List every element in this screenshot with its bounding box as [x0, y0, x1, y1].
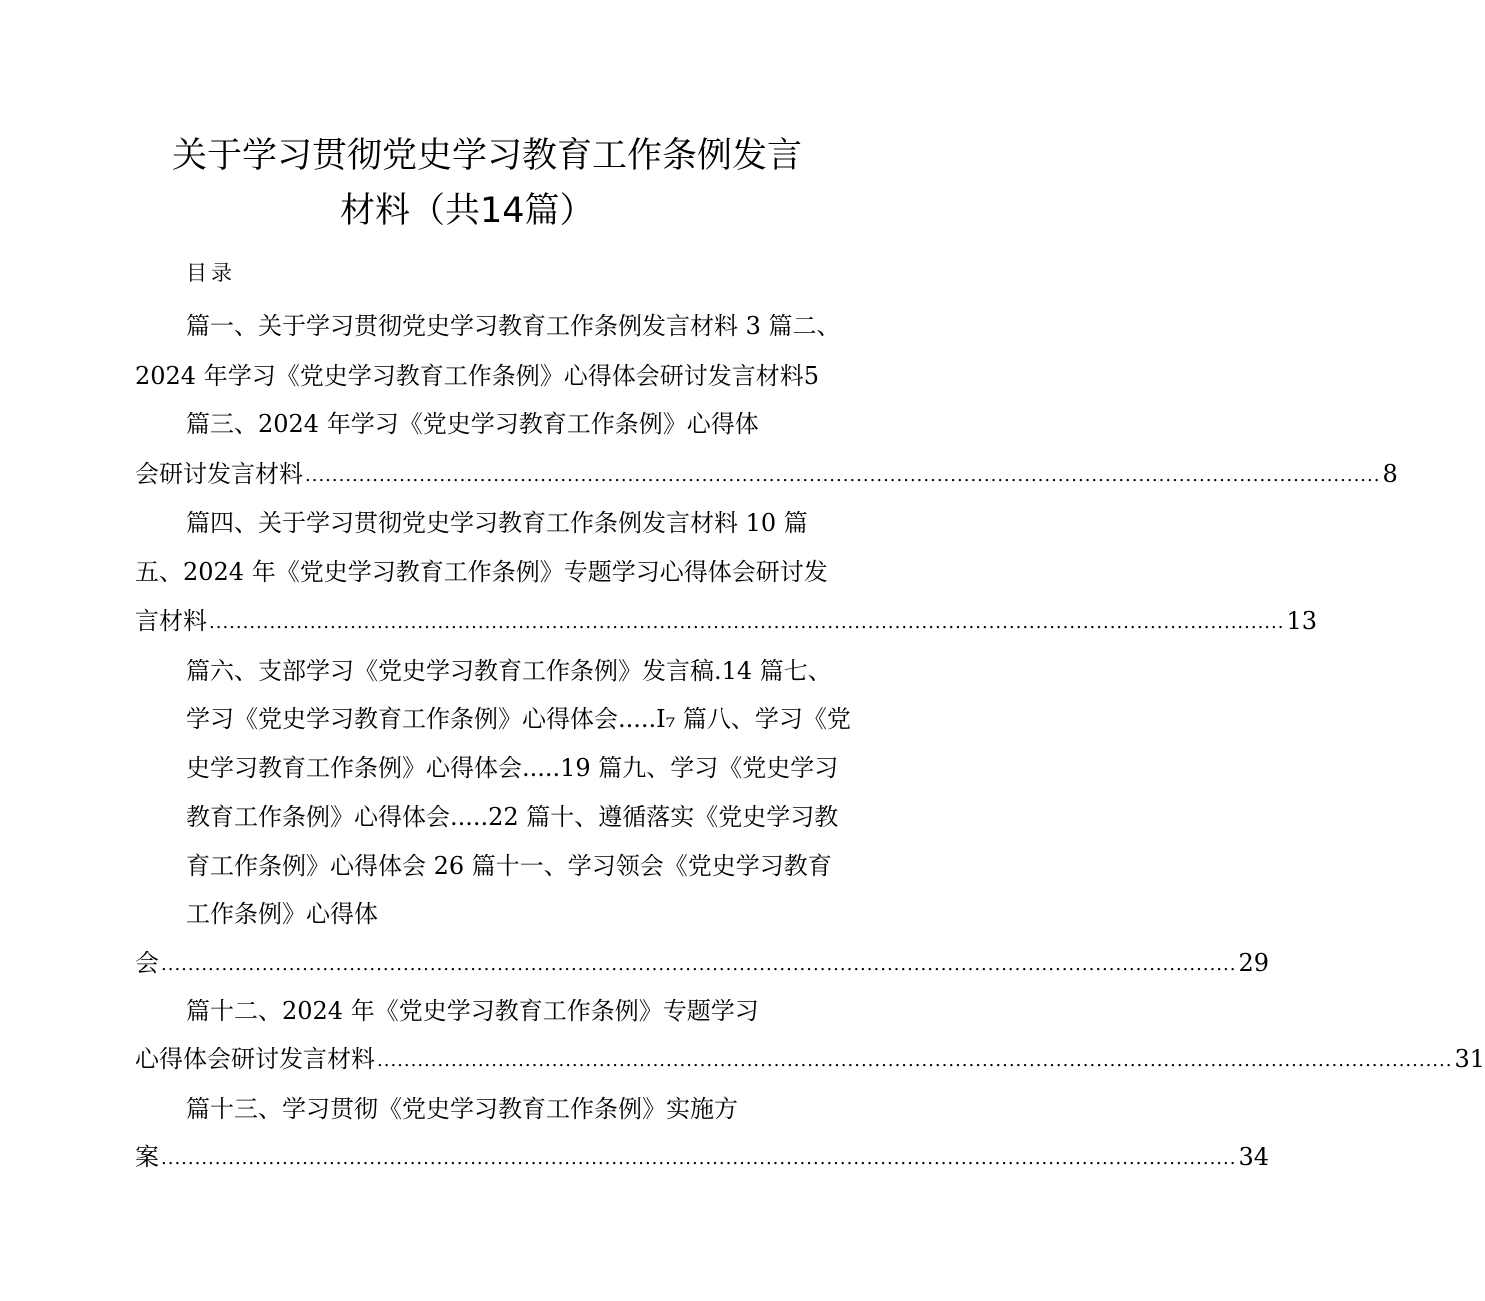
toc-line: 篇三、2024 年学习《党史学习教育工作条例》心得体	[186, 410, 759, 438]
toc-line: 2024 年学习《党史学习教育工作条例》心得体会研讨发言材料5	[135, 362, 819, 390]
toc-line: 篇十二、2024 年《党史学习教育工作条例》专题学习	[186, 997, 759, 1025]
toc-page-number: 8	[1382, 460, 1398, 488]
toc-line: 篇十三、学习贯彻《党史学习教育工作条例》实施方	[186, 1095, 738, 1123]
document-title-line-1: 关于学习贯彻党史学习教育工作条例发言	[172, 136, 803, 176]
toc-page-number: 31	[1454, 1045, 1485, 1073]
toc-entry-text: 心得体会研讨发言材料	[135, 1045, 375, 1073]
toc-line: 篇一、关于学习贯彻党史学习教育工作条例发言材料 3 篇二、	[186, 312, 841, 340]
toc-line: 篇六、支部学习《党史学习教育工作条例》发言稿.14 篇七、	[186, 657, 832, 685]
toc-entry-text: 言材料	[135, 607, 207, 635]
toc-line: 史学习教育工作条例》心得体会.....19 篇九、学习《党史学习	[186, 754, 839, 782]
toc-leader-line	[135, 457, 1398, 491]
toc-leader-line	[135, 1140, 1270, 1174]
toc-line: 教育工作条例》心得体会.....22 篇十、遵循落实《党史学习教	[186, 803, 839, 831]
toc-heading: 目录	[186, 261, 236, 285]
toc-entry-text: 会研讨发言材料	[135, 460, 303, 488]
toc-line: 篇四、关于学习贯彻党史学习教育工作条例发言材料 10 篇	[186, 509, 808, 537]
toc-entry-text: 会	[135, 949, 159, 977]
toc-page-number: 13	[1286, 607, 1318, 635]
leader-dots: ................................................................................................................................................................	[161, 954, 1237, 975]
toc-leader-line	[135, 946, 1270, 980]
toc-entry-text: 案	[135, 1143, 159, 1171]
leader-dots: ................................................................................................................................................................	[209, 612, 1285, 633]
toc-page-number: 29	[1238, 949, 1270, 977]
toc-line: 学习《党史学习教育工作条例》心得体会.....I₇ 篇八、学习《党	[186, 705, 851, 733]
toc-line: 五、2024 年《党史学习教育工作条例》专题学习心得体会研讨发	[135, 558, 828, 586]
leader-dots: ................................................................................................................................................................	[161, 1148, 1237, 1169]
toc-leader-line	[135, 1042, 1485, 1076]
leader-dots: ................................................................................................................................................................	[377, 1050, 1453, 1071]
toc-leader-line	[135, 604, 1318, 638]
document-title-line-2: 材料（共14篇）	[340, 191, 595, 231]
toc-line: 育工作条例》心得体会 26 篇十一、学习领会《党史学习教育	[186, 852, 832, 880]
toc-line: 工作条例》心得体	[186, 900, 378, 928]
leader-dots: ................................................................................................................................................................	[305, 465, 1381, 486]
toc-page-number: 34	[1238, 1143, 1270, 1171]
